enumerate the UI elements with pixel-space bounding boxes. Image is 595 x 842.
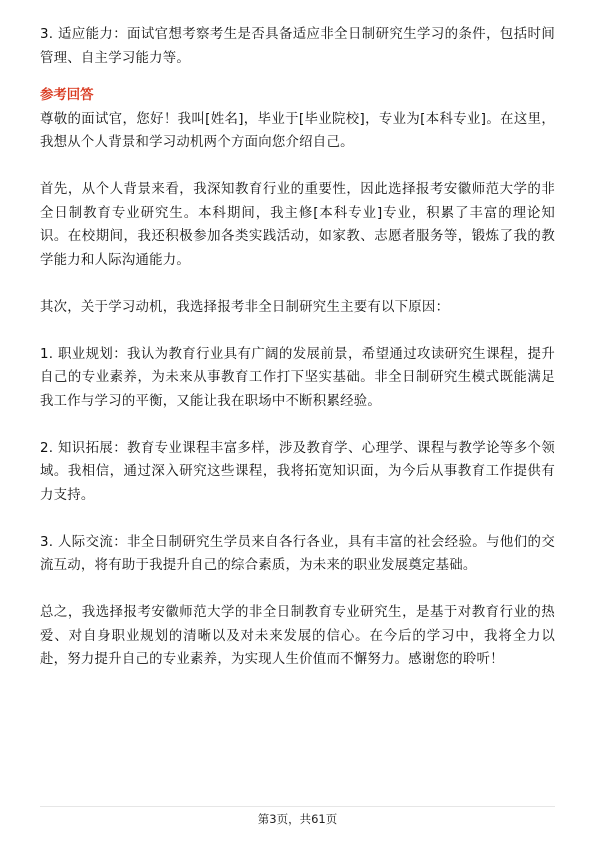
answer-paragraph-background: 首先，从个人背景来看，我深知教育行业的重要性，因此选择报考安徽师范大学的非全日制教育专业研究生。本科期间，我主修[本科专业]专业，积累了丰富的理论知识。在校期间，我还积极参加各类实践活动，如家教、志愿者服务等，锻炼了我的教学能力和人际沟通能力。: [40, 182, 555, 268]
answer-heading: 参考回答: [40, 88, 94, 103]
answer-point-knowledge: 2. 知识拓展：教育专业课程丰富多样，涉及教育学、心理学、课程与教学论等多个领域。我相信，通过深入研究这些课程，我将拓宽知识面，为今后从事教育工作提供有力支持。: [40, 440, 555, 503]
question-item-3: 3. 适应能力：面试官想考察考生是否具备适应非全日制研究生学习的条件，包括时间管理、自主学习能力等。: [40, 27, 555, 66]
answer-paragraph-intro: 尊敬的面试官，您好！我叫[姓名]，毕业于[毕业院校]，专业为[本科专业]。在这里，我想从个人背景和学习动机两个方面向您介绍自己。: [40, 111, 555, 150]
page-content: [40, 23, 555, 672]
answer-paragraph-motivation: 其次，关于学习动机，我选择报考非全日制研究生主要有以下原因：: [40, 299, 450, 315]
answer-paragraph-conclusion: 总之，我选择报考安徽师范大学的非全日制教育专业研究生，是基于对教育行业的热爱、对自身职业规划的清晰以及对未来发展的信心。在今后的学习中，我将全力以赴，努力提升自己的专业素养，为实现人生价值而不懈努力。感谢您的聆听！: [40, 605, 555, 667]
answer-point-career: 1. 职业规划：我认为教育行业具有广阔的发展前景，希望通过攻读研究生课程，提升自己的专业素养，为未来从事教育工作打下坚实基础。非全日制研究生模式既能满足我工作与学习的平衡，又能让我在职场中不断积累经验。: [40, 346, 555, 409]
answer-point-networking: 3. 人际交流：非全日制研究生学员来自各行各业，具有丰富的社会经验。与他们的交流互动，将有助于我提升自己的综合素质，为未来的职业发展奠定基础。: [40, 534, 555, 573]
page-number: 第3页，共61页: [257, 812, 338, 826]
footer-divider: [40, 806, 555, 807]
